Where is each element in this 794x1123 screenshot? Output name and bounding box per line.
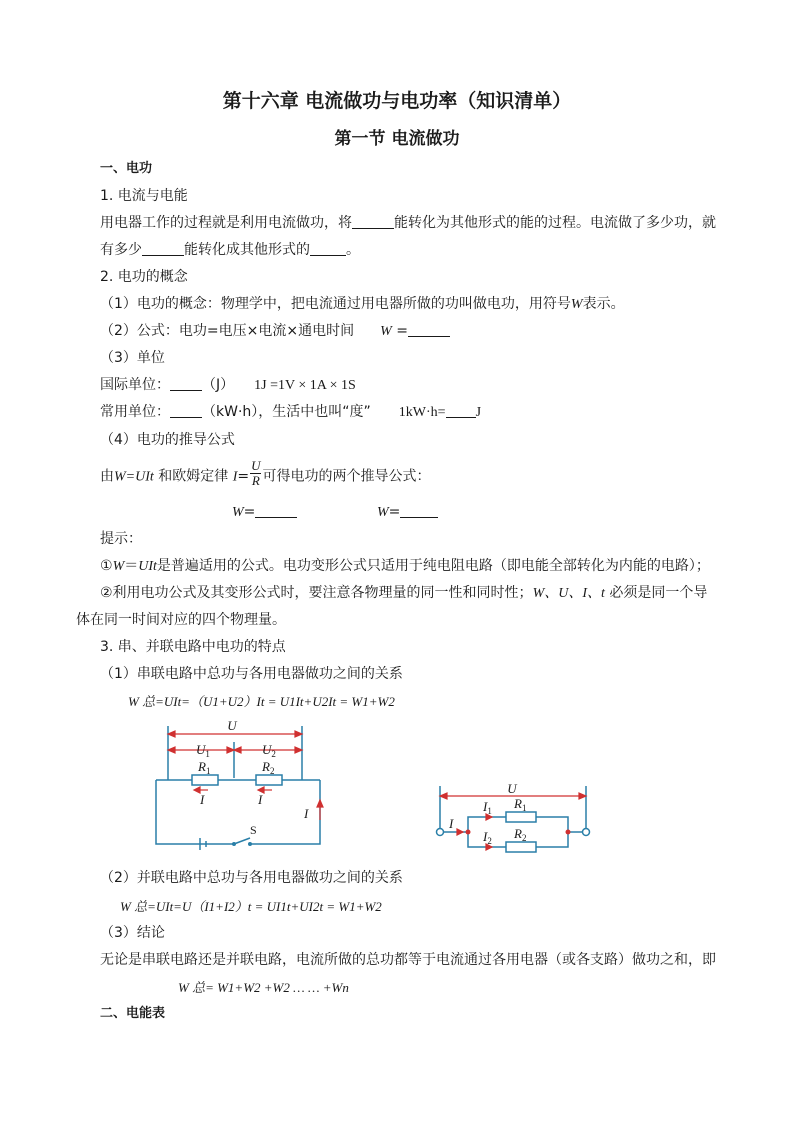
section-heading-energy-meter: 二、电能表 (100, 1006, 166, 1021)
fill-blank[interactable] (170, 376, 202, 391)
parallel-label-r2: $R_2$ (514, 826, 527, 843)
ohms-law-fraction: $\frac{U}{R}$ (251, 458, 261, 488)
current-arrow-head-main (457, 829, 463, 835)
parallel-heading: （2）并联电路中总功与各用电器做功之间的关系 (100, 870, 403, 886)
heading-current-and-energy: 1. 电流与电能 (100, 188, 188, 204)
fill-blank[interactable] (310, 241, 346, 256)
parallel-label-i: I (449, 816, 454, 831)
current-arrow-head-3 (317, 800, 323, 807)
heading-units: （3）单位 (100, 350, 165, 366)
terminal-left (437, 829, 444, 836)
paragraph-line: 有多少 能转化成其他形式的 。 (100, 242, 360, 258)
resistor-r1 (506, 812, 536, 822)
junction-right (566, 830, 571, 835)
junction-left (466, 830, 471, 835)
hint-item-2-cont: 体在同一时间对应的四个物理量。 (76, 612, 286, 628)
series-label-u1: $U_1$ (196, 742, 210, 759)
switch-contact-b (248, 842, 252, 846)
switch-blade[interactable] (234, 838, 250, 844)
u-arrow-head-left (168, 731, 175, 737)
concept-line: （1）电功的概念：物理学中，把电流通过用电器所做的功叫做电功，用符号W表示。 (100, 296, 625, 312)
u1-arrow-head-left (168, 747, 175, 753)
u2-arrow-head-right (295, 747, 302, 753)
terminal-right (583, 829, 590, 836)
parallel-label-r1: $R_1$ (514, 796, 527, 813)
hint-item-2: ②利用电功公式及其变形公式时，要注意各物理量的同一性和同时性；W、U、I、t 必须是同一个导 (100, 585, 708, 601)
u-arrow-head-right (295, 731, 302, 737)
conclusion-text: 无论是串联电路还是并联电路，电流所做的总功都等于电流通过各用电器（或各支路）做功之和，即 (100, 952, 716, 968)
si-unit-line: 国际单位： （J） 1J =1V × 1A × 1S (100, 377, 356, 393)
page-title: 第十六章 电流做功与电功率（知识清单） (222, 90, 572, 112)
fill-blank[interactable] (170, 403, 202, 418)
fill-blank[interactable] (142, 241, 184, 256)
series-label-switch: S (250, 823, 257, 837)
parallel-formula: W 总=UIt=U（I1+I2）t = UI1t+UI2t = W1+W2 (120, 899, 382, 914)
parallel-circuit-diagram (430, 780, 600, 860)
u2-arrow-head-left (234, 747, 241, 753)
section-heading-electric-work: 一、电功 (100, 161, 153, 176)
resistor-r1 (192, 775, 218, 785)
series-label-r2: $R_2$ (262, 759, 275, 776)
wire-branch-2-right (536, 832, 568, 847)
series-label-u: U (227, 720, 237, 733)
series-formula: W 总=UIt=（U1+U2）It = U1It+U2It = W1+W2 (128, 694, 395, 709)
heading-series-parallel: 3. 串、并联电路中电功的特点 (100, 639, 286, 655)
parallel-label-u: U (507, 781, 517, 796)
series-label-i2: I (258, 792, 263, 807)
heading-work-concept: 2. 电功的概念 (100, 269, 188, 285)
wire-branch-1-right (536, 817, 568, 832)
resistor-r2 (256, 775, 282, 785)
series-label-u2: $U_2$ (262, 742, 276, 759)
conclusion-heading: （3）结论 (100, 925, 165, 941)
conclusion-formula: W 总= W1+W2 +W2 … … +Wn (178, 980, 349, 995)
fill-blank[interactable] (352, 214, 394, 229)
parallel-label-i2: $I_2$ (483, 829, 492, 846)
fill-blank[interactable] (400, 503, 438, 518)
derived-formula-2: W= (377, 502, 438, 523)
series-label-r1: $R_1$ (198, 759, 211, 776)
parallel-label-i1: $I_1$ (483, 799, 492, 816)
common-unit-line: 常用单位： （kW·h），生活中也叫“度” 1kW·h= J (100, 404, 482, 420)
derived-formula-1: W= (232, 502, 297, 523)
series-label-i1: I (200, 792, 205, 807)
hint-item-1: ①W＝UIt是普遍适用的公式。电功变形公式只适用于纯电阻电路（即电能全部转化为内能的电路）； (100, 558, 710, 574)
series-heading: （1）串联电路中总功与各用电器做功之间的关系 (100, 666, 403, 682)
fill-blank[interactable] (446, 403, 476, 418)
section-subtitle: 第一节 电流做功 (334, 129, 460, 149)
series-circuit-diagram (150, 720, 330, 860)
derive-line: 由W=UIt 和欧姆定律 I= $\frac{U}{R}$ 可得电功的两个推导公式： (100, 458, 431, 488)
u-arrow-head-right (579, 793, 586, 799)
fill-blank[interactable] (408, 322, 450, 337)
heading-derived-formulas: （4）电功的推导公式 (100, 432, 235, 448)
formula-line: （2）公式：电功=电压×电流×通电时间 W = (100, 321, 450, 342)
u-arrow-head-left (440, 793, 447, 799)
series-label-i3: I (304, 806, 309, 821)
hint-label: 提示： (100, 531, 142, 547)
fill-blank[interactable] (255, 503, 297, 518)
paragraph-line: 用电器工作的过程就是利用电流做功，将 能转化为其他形式的能的过程。电流做了多少功，就 (100, 215, 716, 231)
resistor-r2 (506, 842, 536, 852)
switch-contact-a (232, 842, 236, 846)
